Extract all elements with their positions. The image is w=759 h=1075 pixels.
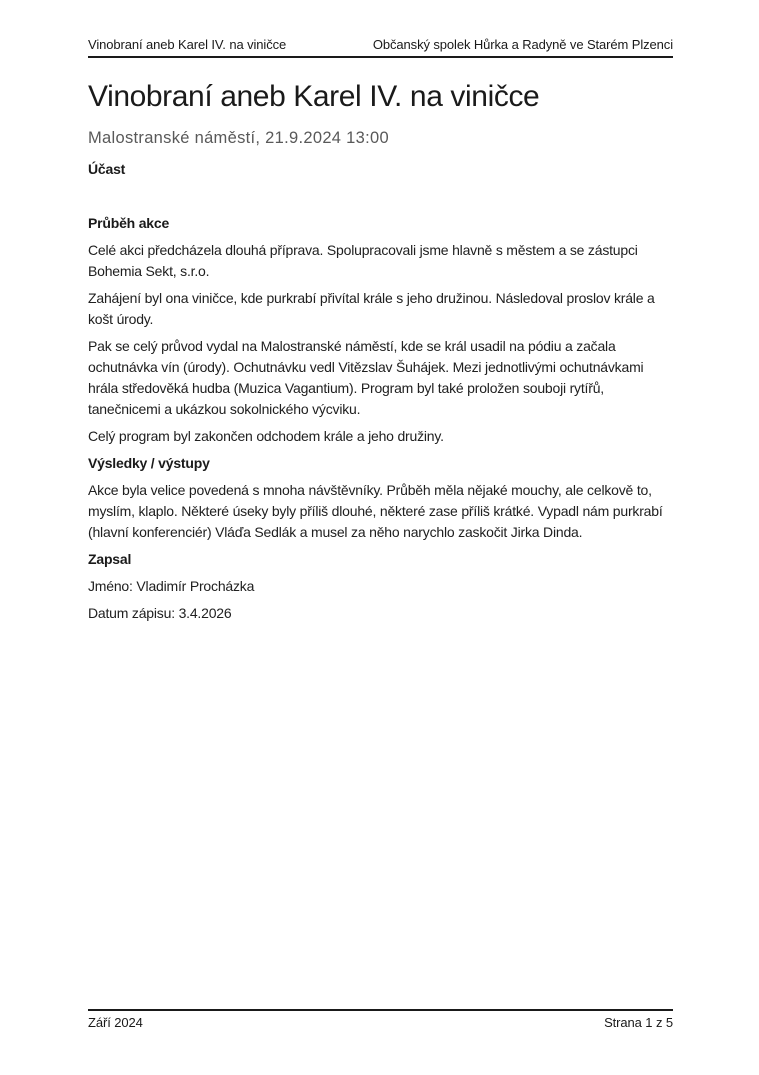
header-left-text: Vinobraní aneb Karel IV. na viničce xyxy=(88,37,287,52)
section-heading-zapsal: Zapsal xyxy=(88,551,132,567)
section-heading-vysledky-vystupy: Výsledky / výstupy xyxy=(88,455,210,471)
paragraph: Celé akci předcházela dlouhá příprava. Spolupracovali jsme hlavně s městem a se zástupci Bohemia Sekt, s.r.o. xyxy=(88,242,638,279)
section-heading-prubeh-akce: Průběh akce xyxy=(88,215,170,231)
document-title: Vinobraní aneb Karel IV. na viničce xyxy=(88,80,540,113)
page-footer xyxy=(88,1009,673,1031)
empty-section-spacer xyxy=(88,186,673,207)
recorder-name-line: Jméno: Vladimír Procházka xyxy=(88,578,255,594)
record-date-line: Datum zápisu: 3.4.2026 xyxy=(88,605,232,621)
footer-page-number: Strana 1 z 5 xyxy=(604,1015,673,1030)
paragraph: Akce byla velice povedená s mnoha návštěvníky. Průběh měla nějaké mouchy, ale celkově to, myslím, klaplo. Některé úseky byly příliš dlouhé, některé zase příliš krátké. Vypadl nám purkrabí (hlavní konferenciér) Vláďa Sedlák a musel za něho narychlo zaskočit Jirka Dinda. xyxy=(88,482,663,540)
page-header xyxy=(88,37,673,53)
paragraph: Zahájení byl ona viničce, kde purkrabí přivítal krále s jeho družinou. Následoval proslov krále a košt úrody. xyxy=(88,290,655,327)
footer-row xyxy=(88,1015,673,1031)
footer-date-text: Září 2024 xyxy=(88,1015,143,1030)
paragraph: Celý program byl zakončen odchodem krále a jeho družiny. xyxy=(88,428,444,444)
header-right-text: Občanský spolek Hůrka a Radyně ve Starém Plzenci xyxy=(372,37,673,52)
page-content xyxy=(88,0,673,630)
section-heading-ucast: Účast xyxy=(88,161,126,177)
header-divider xyxy=(88,56,673,58)
paragraph: Pak se celý průvod vydal na Malostranské náměstí, kde se král usadil na pódiu a začala ochutnávka vín (úrody). Ochutnávku vedl Vitězslav Šuhájek. Mezi jednotlivými ochutnávkami hrála středověká hudba (Muzica Vagantium). Program byl také proložen souboji rytířů, tanečnicemi a ukázkou sokolnického výcviku. xyxy=(88,338,644,417)
document-subtitle: Malostranské náměstí, 21.9.2024 13:00 xyxy=(88,129,389,147)
